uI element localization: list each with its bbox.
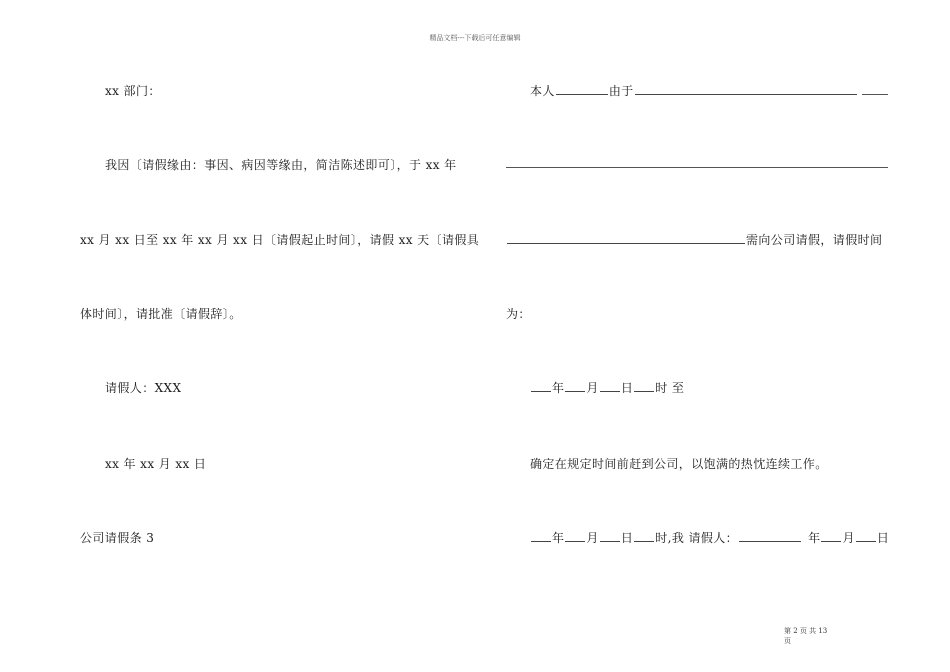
applicant-line: 请假人：XXX (105, 381, 182, 395)
sign-year-label: 年 (552, 531, 565, 545)
leave-period-line (530, 379, 684, 396)
signature-line (530, 529, 889, 546)
sign-day2-blank (856, 529, 876, 542)
period-month-label: 月 (586, 381, 599, 395)
period-hour-blank (634, 379, 654, 392)
sign-hour-blank (634, 529, 654, 542)
page-number-line-2: 页 (784, 637, 791, 645)
leave-reason-line-2: xx 月 xx 日至 xx 年 xx 月 xx 日〔请假起止时间〕，请假 xx 天〔请假具 (80, 233, 480, 247)
applicant-blank (739, 529, 801, 542)
applicant-label: 时,我 请假人： (655, 531, 739, 545)
page-header: 精品文档---下载后可任意编辑 (429, 34, 521, 42)
sign-month-blank (565, 529, 585, 542)
leave-reason-line-1: 我因〔请假缘由：事因、病因等缘由，简洁陈述即可〕，于 xx 年 (105, 158, 457, 172)
period-year-label: 年 (552, 381, 565, 395)
page-number (784, 626, 827, 646)
sign-day-blank (600, 529, 620, 542)
section-title: 公司请假条 3 (80, 531, 155, 545)
self-label: 本人 (530, 84, 555, 98)
request-text: 需向公司请假，请假时间 (746, 233, 883, 247)
right-line-3 (506, 231, 882, 248)
reason-blank-tail (862, 94, 888, 95)
name-blank (556, 82, 608, 95)
reason-label: 由于 (608, 84, 634, 98)
reason-blank-line-3 (507, 231, 745, 244)
period-day-blank (600, 379, 620, 392)
sign-month2-blank (821, 529, 841, 542)
right-line-4: 为： (506, 307, 531, 321)
page-number-line-1: 第 2 页 共 13 (784, 627, 828, 635)
reason-blank (635, 82, 857, 95)
period-month-blank (565, 379, 585, 392)
sign-month-label: 月 (586, 531, 599, 545)
sign-year2-label: 年 (808, 531, 821, 545)
date-line: xx 年 xx 月 xx 日 (105, 457, 207, 471)
commitment-line: 确定在规定时间前赶到公司，以饱满的热忱连续工作。 (530, 457, 828, 471)
sign-day2-label: 日 (876, 531, 890, 545)
sign-month2-label: 月 (842, 531, 855, 545)
leave-reason-line-3: 体时间〕，请批准〔请假辞〕。 (80, 307, 242, 321)
right-line-1 (530, 82, 858, 99)
reason-blank-line-2 (506, 167, 888, 168)
period-day-label: 日 (620, 381, 634, 395)
sign-year-blank (531, 529, 551, 542)
department-line: xx 部门： (105, 84, 161, 98)
period-year-blank (531, 379, 551, 392)
period-tail: 时 至 (655, 381, 685, 395)
sign-day-label: 日 (620, 531, 634, 545)
